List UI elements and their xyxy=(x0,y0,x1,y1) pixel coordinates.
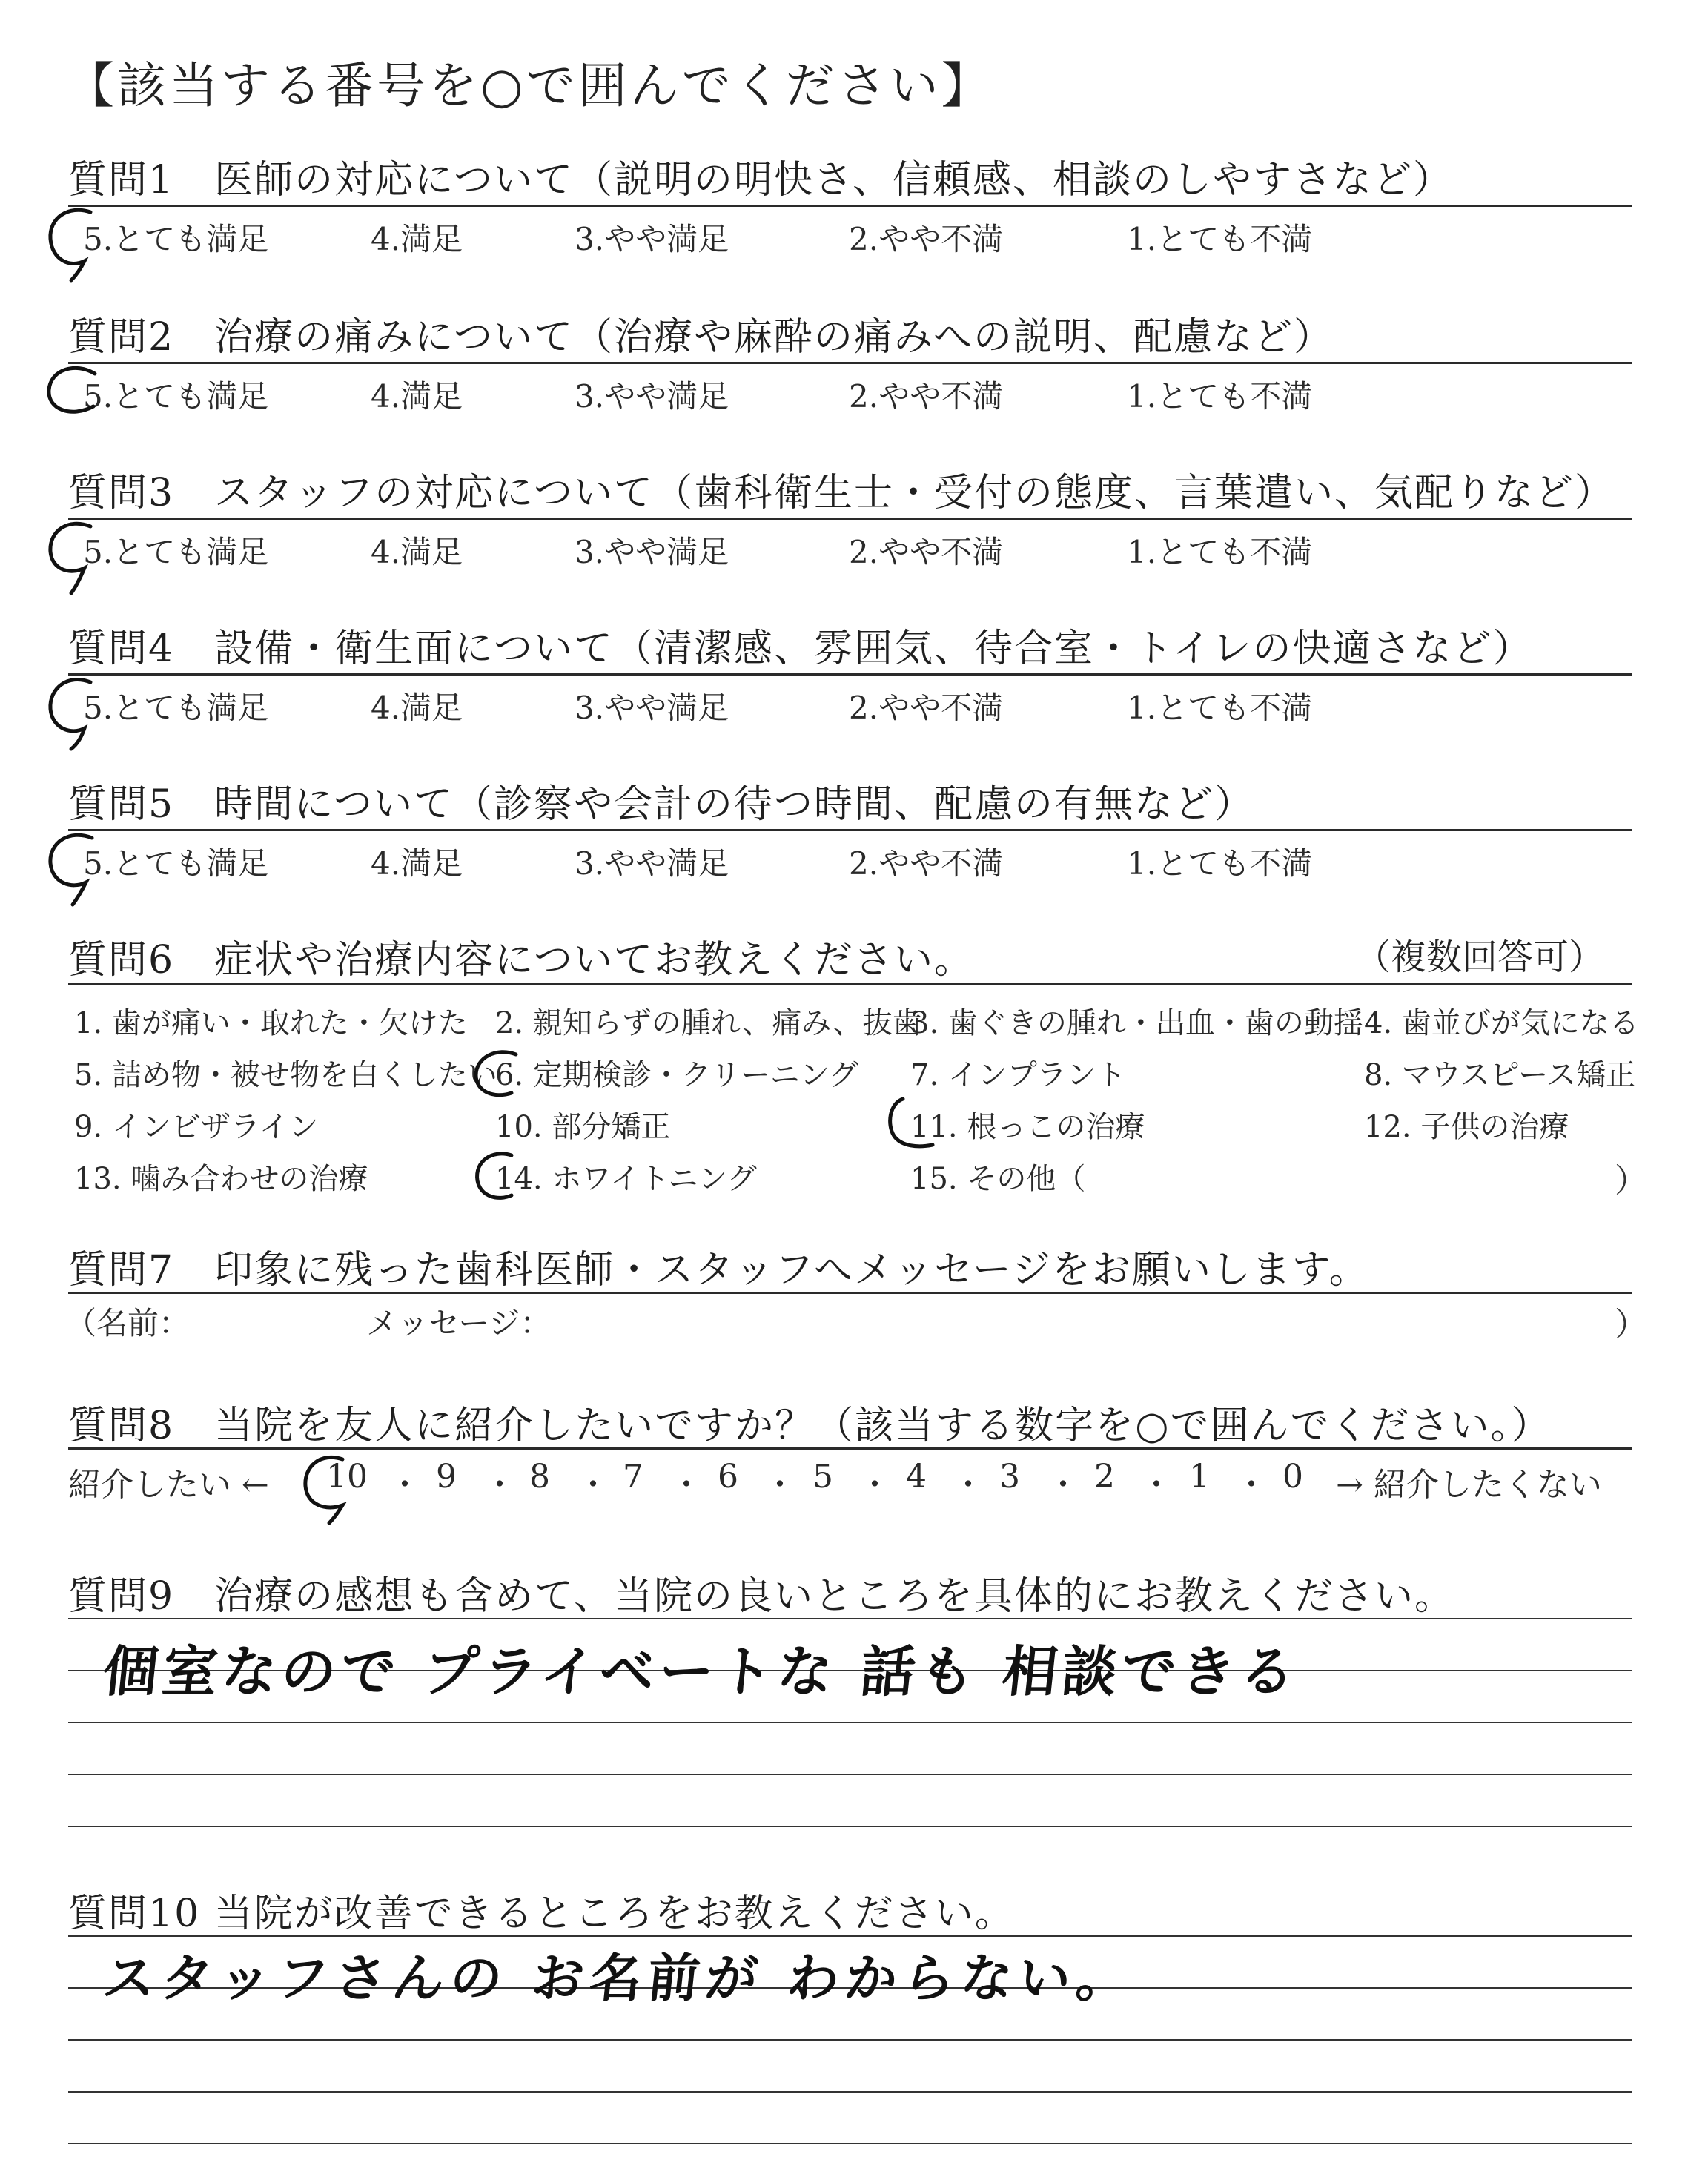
answer-line xyxy=(68,2039,1632,2041)
answer-line xyxy=(68,1826,1632,1827)
divider xyxy=(68,829,1632,831)
scale-value[interactable]: 6 xyxy=(718,1458,738,1496)
treatment-option[interactable]: 14. ホワイトニング xyxy=(495,1162,757,1196)
question-title: 質問6 症状や治療内容についてお教えください。 xyxy=(68,938,975,982)
divider xyxy=(68,1447,1632,1450)
option-3[interactable]: 3.やや満足 xyxy=(575,378,729,415)
scale-value[interactable]: 2 xyxy=(1094,1458,1115,1496)
answer-line xyxy=(68,1722,1632,1723)
answer-line xyxy=(68,1618,1632,1619)
answer-line xyxy=(68,1774,1632,1775)
divider xyxy=(68,518,1632,520)
scale-value[interactable]: 3 xyxy=(999,1458,1020,1496)
page-header: 【該当する番号を○で囲んでください】 xyxy=(65,57,993,114)
option-3[interactable]: 3.やや満足 xyxy=(575,221,729,257)
divider xyxy=(68,1292,1632,1294)
option-5[interactable]: 5.とても満足 xyxy=(83,690,269,726)
multiple-answer-note: （複数回答可） xyxy=(1354,937,1604,978)
option-2[interactable]: 2.やや不満 xyxy=(849,221,1004,257)
divider xyxy=(68,362,1632,364)
scale-value[interactable]: 8 xyxy=(529,1458,550,1496)
option-3[interactable]: 3.やや満足 xyxy=(575,690,729,726)
question-title: 質問3 スタッフの対応について（歯科衛生士・受付の態度、言葉遣い、気配りなど） xyxy=(68,471,1615,515)
scale-left-label: 紹介したい ← xyxy=(68,1466,269,1504)
question-title: 質問2 治療の痛みについて（治療や麻酔の痛みへの説明、配慮など） xyxy=(68,315,1334,360)
question-title: 質問8 当院を友人に紹介したいですか？（該当する数字を○で囲んでください。） xyxy=(68,1404,1552,1448)
question-title: 質問5 時間について（診察や会計の待つ時間、配慮の有無など） xyxy=(68,782,1255,827)
option-2[interactable]: 2.やや不満 xyxy=(849,378,1004,415)
handwritten-answer[interactable]: スタッフさんの お名前が わからない。 xyxy=(100,1948,1138,2009)
option-5[interactable]: 5.とても満足 xyxy=(83,378,269,415)
scale-separator: ・ xyxy=(577,1466,609,1504)
option-1[interactable]: 1.とても不満 xyxy=(1127,534,1313,570)
scale-value[interactable]: 7 xyxy=(623,1458,643,1496)
scale-separator: ・ xyxy=(388,1466,421,1504)
scale-value[interactable]: 10 xyxy=(326,1458,368,1496)
scale-separator: ・ xyxy=(1140,1466,1173,1504)
scale-right-label: → 紹介したくない xyxy=(1336,1466,1602,1504)
treatment-option[interactable]: 1. 歯が痛い・取れた・欠けた xyxy=(74,1006,468,1040)
option-5[interactable]: 5.とても満足 xyxy=(83,534,269,570)
treatment-option[interactable]: 8. マウスピース矯正 xyxy=(1364,1058,1636,1092)
treatment-option[interactable]: 10. 部分矯正 xyxy=(495,1110,671,1144)
option-4[interactable]: 4.満足 xyxy=(371,221,463,257)
divider xyxy=(68,205,1632,207)
option-3[interactable]: 3.やや満足 xyxy=(575,845,729,882)
message-close-paren: ） xyxy=(1615,1306,1647,1344)
option-1[interactable]: 1.とても不満 xyxy=(1127,378,1313,415)
divider xyxy=(68,983,1632,985)
question-title: 質問9 治療の感想も含めて、当院の良いところを具体的にお教えください。 xyxy=(68,1574,1455,1619)
treatment-option[interactable]: 12. 子供の治療 xyxy=(1364,1110,1569,1144)
question-title: 質問10 当院が改善できるところをお教えください。 xyxy=(68,1892,1015,1936)
option-2[interactable]: 2.やや不満 xyxy=(849,534,1004,570)
treatment-option[interactable]: 11. 根っこの治療 xyxy=(910,1110,1145,1144)
other-close-paren: ） xyxy=(1615,1162,1647,1200)
divider xyxy=(68,673,1632,676)
treatment-option-other[interactable]: 15. その他（ xyxy=(910,1162,1086,1196)
scale-value[interactable]: 9 xyxy=(436,1458,457,1496)
option-4[interactable]: 4.満足 xyxy=(371,690,463,726)
treatment-option[interactable]: 4. 歯並びが気になる xyxy=(1364,1006,1639,1040)
option-2[interactable]: 2.やや不満 xyxy=(849,845,1004,882)
scale-separator: ・ xyxy=(670,1466,703,1504)
treatment-option[interactable]: 6. 定期検診・クリーニング xyxy=(495,1058,859,1092)
option-2[interactable]: 2.やや不満 xyxy=(849,690,1004,726)
option-1[interactable]: 1.とても不満 xyxy=(1127,221,1313,257)
treatment-option[interactable]: 5. 詰め物・被せ物を白くしたい xyxy=(74,1058,497,1092)
scale-value[interactable]: 0 xyxy=(1282,1458,1303,1496)
option-4[interactable]: 4.満足 xyxy=(371,534,463,570)
scale-separator: ・ xyxy=(952,1466,984,1504)
answer-line xyxy=(68,2091,1632,2093)
option-5[interactable]: 5.とても満足 xyxy=(83,845,269,882)
message-label[interactable]: メッセージ： xyxy=(366,1305,552,1341)
answer-line xyxy=(68,2143,1632,2144)
option-1[interactable]: 1.とても不満 xyxy=(1127,845,1313,882)
recommend-scale xyxy=(68,1458,1640,1502)
scale-separator: ・ xyxy=(1235,1466,1268,1504)
treatment-option[interactable]: 7. インプラント xyxy=(910,1058,1126,1092)
option-5[interactable]: 5.とても満足 xyxy=(83,221,269,257)
scale-value[interactable]: 1 xyxy=(1189,1458,1210,1496)
name-label[interactable]: （名前： xyxy=(65,1305,191,1341)
treatment-option[interactable]: 9. インビザライン xyxy=(74,1110,319,1144)
treatment-option[interactable]: 2. 親知らずの腫れ、痛み、抜歯 xyxy=(495,1006,922,1040)
handwritten-answer[interactable]: 個室なので プライベートな 話も 相談できる xyxy=(99,1640,1302,1704)
option-4[interactable]: 4.満足 xyxy=(371,378,463,415)
scale-separator: ・ xyxy=(764,1466,796,1504)
treatment-option[interactable]: 3. 歯ぐきの腫れ・出血・歯の動揺 xyxy=(910,1006,1363,1040)
question-title: 質問7 印象に残った歯科医師・スタッフへメッセージをお願いします。 xyxy=(68,1248,1369,1292)
option-3[interactable]: 3.やや満足 xyxy=(575,534,729,570)
scale-value[interactable]: 5 xyxy=(812,1458,833,1496)
option-4[interactable]: 4.満足 xyxy=(371,845,463,882)
question-title: 質問1 医師の対応について（説明の明快さ、信頼感、相談のしやすさなど） xyxy=(68,158,1453,202)
scale-value[interactable]: 4 xyxy=(906,1458,927,1496)
scale-separator: ・ xyxy=(483,1466,516,1504)
question-title: 質問4 設備・衛生面について（清潔感、雰囲気、待合室・トイレの快適さなど） xyxy=(68,627,1533,671)
treatment-option[interactable]: 13. 噛み合わせの治療 xyxy=(74,1162,368,1196)
option-1[interactable]: 1.とても不満 xyxy=(1127,690,1313,726)
scale-separator: ・ xyxy=(858,1466,891,1504)
scale-separator: ・ xyxy=(1047,1466,1079,1504)
